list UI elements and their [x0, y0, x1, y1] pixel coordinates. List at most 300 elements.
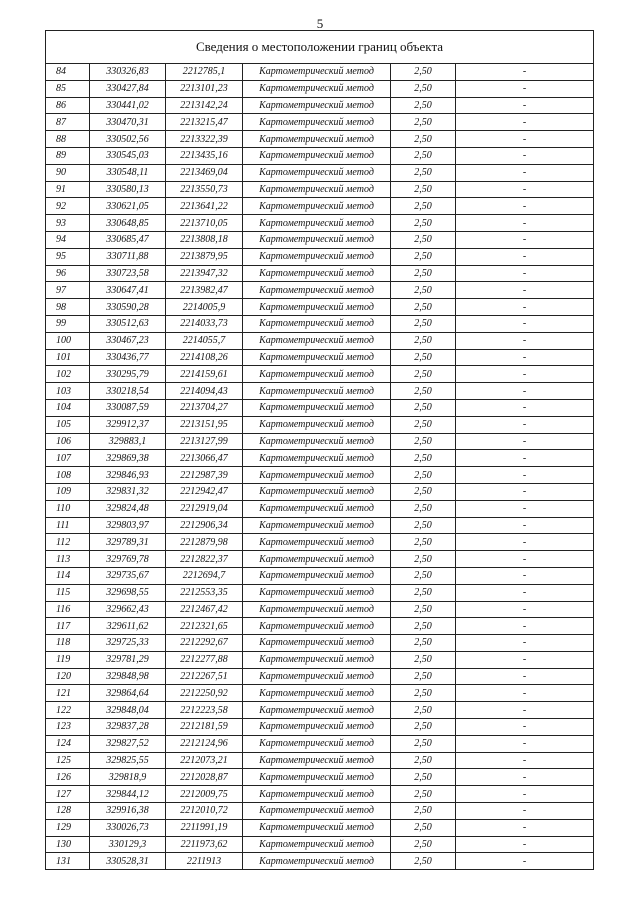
- precision-cell: 2,50: [391, 114, 456, 131]
- y-coordinate-cell: 2212267,51: [166, 668, 243, 685]
- point-number-cell: 122: [46, 702, 90, 719]
- note-cell: -: [456, 803, 594, 820]
- point-number-cell: 118: [46, 635, 90, 652]
- table-row: [46, 551, 594, 568]
- note-cell: -: [456, 299, 594, 316]
- note-cell: -: [456, 332, 594, 349]
- point-number-cell: 91: [46, 181, 90, 198]
- precision-cell: 2,50: [391, 349, 456, 366]
- x-coordinate-cell: 329848,04: [90, 702, 166, 719]
- point-number-cell: 102: [46, 366, 90, 383]
- point-number-cell: 99: [46, 315, 90, 332]
- point-number-cell: 105: [46, 416, 90, 433]
- method-cell: Картометрический метод: [243, 618, 391, 635]
- table-row: [46, 752, 594, 769]
- x-coordinate-cell: 330590,28: [90, 299, 166, 316]
- point-number-cell: 115: [46, 584, 90, 601]
- note-cell: -: [456, 80, 594, 97]
- y-coordinate-cell: 2213710,05: [166, 215, 243, 232]
- table-row: [46, 315, 594, 332]
- method-cell: Картометрический метод: [243, 366, 391, 383]
- method-cell: Картометрический метод: [243, 164, 391, 181]
- note-cell: -: [456, 668, 594, 685]
- method-cell: Картометрический метод: [243, 786, 391, 803]
- y-coordinate-cell: 2212879,98: [166, 534, 243, 551]
- y-coordinate-cell: 2213101,23: [166, 80, 243, 97]
- method-cell: Картометрический метод: [243, 567, 391, 584]
- x-coordinate-cell: 330441,02: [90, 97, 166, 114]
- point-number-cell: 109: [46, 483, 90, 500]
- precision-cell: 2,50: [391, 567, 456, 584]
- note-cell: -: [456, 181, 594, 198]
- y-coordinate-cell: 2212987,39: [166, 467, 243, 484]
- x-coordinate-cell: 329611,62: [90, 618, 166, 635]
- y-coordinate-cell: 2213808,18: [166, 231, 243, 248]
- x-coordinate-cell: 329803,97: [90, 517, 166, 534]
- x-coordinate-cell: 330436,77: [90, 349, 166, 366]
- note-cell: -: [456, 265, 594, 282]
- x-coordinate-cell: 330528,31: [90, 853, 166, 870]
- method-cell: Картометрический метод: [243, 215, 391, 232]
- point-number-cell: 130: [46, 836, 90, 853]
- method-cell: Картометрический метод: [243, 315, 391, 332]
- x-coordinate-cell: 329698,55: [90, 584, 166, 601]
- note-cell: -: [456, 584, 594, 601]
- note-cell: -: [456, 433, 594, 450]
- note-cell: -: [456, 635, 594, 652]
- x-coordinate-cell: 329831,32: [90, 483, 166, 500]
- note-cell: -: [456, 198, 594, 215]
- table-row: [46, 147, 594, 164]
- point-number-cell: 90: [46, 164, 90, 181]
- point-number-cell: 89: [46, 147, 90, 164]
- y-coordinate-cell: 2212321,65: [166, 618, 243, 635]
- x-coordinate-cell: 330326,83: [90, 64, 166, 81]
- x-coordinate-cell: 330621,05: [90, 198, 166, 215]
- note-cell: -: [456, 500, 594, 517]
- y-coordinate-cell: 2214005,9: [166, 299, 243, 316]
- table-row: [46, 819, 594, 836]
- method-cell: Картометрический метод: [243, 181, 391, 198]
- table-row: [46, 164, 594, 181]
- precision-cell: 2,50: [391, 265, 456, 282]
- point-number-cell: 93: [46, 215, 90, 232]
- note-cell: -: [456, 383, 594, 400]
- method-cell: Картометрический метод: [243, 282, 391, 299]
- table-row: [46, 349, 594, 366]
- method-cell: Картометрический метод: [243, 651, 391, 668]
- precision-cell: 2,50: [391, 231, 456, 248]
- y-coordinate-cell: 2212009,75: [166, 786, 243, 803]
- table-row: [46, 601, 594, 618]
- table-row: [46, 64, 594, 81]
- table-row: [46, 836, 594, 853]
- table-row: [46, 282, 594, 299]
- note-cell: -: [456, 114, 594, 131]
- x-coordinate-cell: 329827,52: [90, 735, 166, 752]
- y-coordinate-cell: 2213215,47: [166, 114, 243, 131]
- y-coordinate-cell: 2212073,21: [166, 752, 243, 769]
- y-coordinate-cell: 2212942,47: [166, 483, 243, 500]
- note-cell: -: [456, 853, 594, 870]
- precision-cell: 2,50: [391, 450, 456, 467]
- precision-cell: 2,50: [391, 299, 456, 316]
- point-number-cell: 108: [46, 467, 90, 484]
- method-cell: Картометрический метод: [243, 349, 391, 366]
- x-coordinate-cell: 329844,12: [90, 786, 166, 803]
- method-cell: Картометрический метод: [243, 584, 391, 601]
- method-cell: Картометрический метод: [243, 534, 391, 551]
- note-cell: -: [456, 164, 594, 181]
- note-cell: -: [456, 467, 594, 484]
- method-cell: Картометрический метод: [243, 551, 391, 568]
- section-title: Сведения о местоположении границ объекта: [45, 30, 594, 63]
- x-coordinate-cell: 330685,47: [90, 231, 166, 248]
- y-coordinate-cell: 2214094,43: [166, 383, 243, 400]
- point-number-cell: 113: [46, 551, 90, 568]
- table-row: [46, 685, 594, 702]
- point-number-cell: 84: [46, 64, 90, 81]
- note-cell: -: [456, 483, 594, 500]
- x-coordinate-cell: 330467,23: [90, 332, 166, 349]
- precision-cell: 2,50: [391, 769, 456, 786]
- note-cell: -: [456, 651, 594, 668]
- table-row: [46, 181, 594, 198]
- table-row: [46, 416, 594, 433]
- table-row: [46, 803, 594, 820]
- x-coordinate-cell: 330512,63: [90, 315, 166, 332]
- table-row: [46, 299, 594, 316]
- table-row: [46, 383, 594, 400]
- x-coordinate-cell: 329883,1: [90, 433, 166, 450]
- point-number-cell: 87: [46, 114, 90, 131]
- point-number-cell: 119: [46, 651, 90, 668]
- x-coordinate-cell: 330648,85: [90, 215, 166, 232]
- x-coordinate-cell: 330218,54: [90, 383, 166, 400]
- y-coordinate-cell: 2211991,19: [166, 819, 243, 836]
- precision-cell: 2,50: [391, 819, 456, 836]
- point-number-cell: 129: [46, 819, 90, 836]
- note-cell: -: [456, 752, 594, 769]
- point-number-cell: 131: [46, 853, 90, 870]
- y-coordinate-cell: 2212919,04: [166, 500, 243, 517]
- x-coordinate-cell: 329869,38: [90, 450, 166, 467]
- y-coordinate-cell: 2213435,16: [166, 147, 243, 164]
- method-cell: Картометрический метод: [243, 853, 391, 870]
- x-coordinate-cell: 329837,28: [90, 719, 166, 736]
- method-cell: Картометрический метод: [243, 702, 391, 719]
- method-cell: Картометрический метод: [243, 450, 391, 467]
- table-row: [46, 215, 594, 232]
- x-coordinate-cell: 330087,59: [90, 399, 166, 416]
- y-coordinate-cell: 2213469,04: [166, 164, 243, 181]
- table-row: [46, 450, 594, 467]
- point-number-cell: 86: [46, 97, 90, 114]
- x-coordinate-cell: 330026,73: [90, 819, 166, 836]
- table-row: [46, 332, 594, 349]
- note-cell: -: [456, 315, 594, 332]
- y-coordinate-cell: 2212277,88: [166, 651, 243, 668]
- note-cell: -: [456, 231, 594, 248]
- method-cell: Картометрический метод: [243, 80, 391, 97]
- precision-cell: 2,50: [391, 668, 456, 685]
- point-number-cell: 100: [46, 332, 90, 349]
- table-row: [46, 399, 594, 416]
- point-number-cell: 101: [46, 349, 90, 366]
- x-coordinate-cell: 330548,11: [90, 164, 166, 181]
- method-cell: Картометрический метод: [243, 517, 391, 534]
- note-cell: -: [456, 601, 594, 618]
- x-coordinate-cell: 329735,67: [90, 567, 166, 584]
- method-cell: Картометрический метод: [243, 64, 391, 81]
- method-cell: Картометрический метод: [243, 719, 391, 736]
- precision-cell: 2,50: [391, 618, 456, 635]
- y-coordinate-cell: 2213982,47: [166, 282, 243, 299]
- point-number-cell: 103: [46, 383, 90, 400]
- x-coordinate-cell: 329818,9: [90, 769, 166, 786]
- precision-cell: 2,50: [391, 399, 456, 416]
- precision-cell: 2,50: [391, 651, 456, 668]
- point-number-cell: 98: [46, 299, 90, 316]
- note-cell: -: [456, 534, 594, 551]
- table-row: [46, 735, 594, 752]
- y-coordinate-cell: 2212028,87: [166, 769, 243, 786]
- table-row: [46, 534, 594, 551]
- note-cell: -: [456, 416, 594, 433]
- precision-cell: 2,50: [391, 483, 456, 500]
- boundary-table-sheet: [45, 30, 594, 870]
- method-cell: Картометрический метод: [243, 685, 391, 702]
- x-coordinate-cell: 329825,55: [90, 752, 166, 769]
- table-row: [46, 198, 594, 215]
- y-coordinate-cell: 2212181,59: [166, 719, 243, 736]
- note-cell: -: [456, 685, 594, 702]
- y-coordinate-cell: 2212906,34: [166, 517, 243, 534]
- point-number-cell: 114: [46, 567, 90, 584]
- x-coordinate-cell: 330545,03: [90, 147, 166, 164]
- y-coordinate-cell: 2214033,73: [166, 315, 243, 332]
- y-coordinate-cell: 2213947,32: [166, 265, 243, 282]
- note-cell: -: [456, 836, 594, 853]
- y-coordinate-cell: 2212010,72: [166, 803, 243, 820]
- method-cell: Картометрический метод: [243, 668, 391, 685]
- note-cell: -: [456, 399, 594, 416]
- x-coordinate-cell: 330295,79: [90, 366, 166, 383]
- precision-cell: 2,50: [391, 80, 456, 97]
- precision-cell: 2,50: [391, 147, 456, 164]
- method-cell: Картометрический метод: [243, 332, 391, 349]
- note-cell: -: [456, 769, 594, 786]
- point-number-cell: 96: [46, 265, 90, 282]
- y-coordinate-cell: 2214108,26: [166, 349, 243, 366]
- precision-cell: 2,50: [391, 282, 456, 299]
- point-number-cell: 88: [46, 131, 90, 148]
- table-row: [46, 769, 594, 786]
- method-cell: Картометрический метод: [243, 416, 391, 433]
- method-cell: Картометрический метод: [243, 299, 391, 316]
- table-row: [46, 80, 594, 97]
- y-coordinate-cell: 2213151,95: [166, 416, 243, 433]
- point-number-cell: 128: [46, 803, 90, 820]
- y-coordinate-cell: 2212467,42: [166, 601, 243, 618]
- note-cell: -: [456, 719, 594, 736]
- y-coordinate-cell: 2213142,24: [166, 97, 243, 114]
- precision-cell: 2,50: [391, 131, 456, 148]
- table-row: [46, 651, 594, 668]
- precision-cell: 2,50: [391, 332, 456, 349]
- x-coordinate-cell: 329848,98: [90, 668, 166, 685]
- precision-cell: 2,50: [391, 786, 456, 803]
- table-row: [46, 719, 594, 736]
- precision-cell: 2,50: [391, 584, 456, 601]
- precision-cell: 2,50: [391, 215, 456, 232]
- precision-cell: 2,50: [391, 719, 456, 736]
- precision-cell: 2,50: [391, 836, 456, 853]
- method-cell: Картометрический метод: [243, 97, 391, 114]
- y-coordinate-cell: 2214055,7: [166, 332, 243, 349]
- note-cell: -: [456, 618, 594, 635]
- x-coordinate-cell: 330427,84: [90, 80, 166, 97]
- x-coordinate-cell: 330580,13: [90, 181, 166, 198]
- x-coordinate-cell: 329864,64: [90, 685, 166, 702]
- precision-cell: 2,50: [391, 534, 456, 551]
- method-cell: Картометрический метод: [243, 500, 391, 517]
- x-coordinate-cell: 330502,56: [90, 131, 166, 148]
- precision-cell: 2,50: [391, 198, 456, 215]
- note-cell: -: [456, 215, 594, 232]
- y-coordinate-cell: 2213641,22: [166, 198, 243, 215]
- y-coordinate-cell: 2214159,61: [166, 366, 243, 383]
- table-row: [46, 584, 594, 601]
- x-coordinate-cell: 329725,33: [90, 635, 166, 652]
- method-cell: Картометрический метод: [243, 248, 391, 265]
- x-coordinate-cell: 329662,43: [90, 601, 166, 618]
- table-row: [46, 483, 594, 500]
- point-number-cell: 97: [46, 282, 90, 299]
- y-coordinate-cell: 2212223,58: [166, 702, 243, 719]
- method-cell: Картометрический метод: [243, 635, 391, 652]
- y-coordinate-cell: 2212553,35: [166, 584, 243, 601]
- table-body: [46, 64, 594, 870]
- table-row: [46, 114, 594, 131]
- x-coordinate-cell: 330129,3: [90, 836, 166, 853]
- precision-cell: 2,50: [391, 853, 456, 870]
- precision-cell: 2,50: [391, 164, 456, 181]
- note-cell: -: [456, 567, 594, 584]
- note-cell: -: [456, 551, 594, 568]
- method-cell: Картометрический метод: [243, 265, 391, 282]
- x-coordinate-cell: 329789,31: [90, 534, 166, 551]
- method-cell: Картометрический метод: [243, 231, 391, 248]
- point-number-cell: 110: [46, 500, 90, 517]
- table-row: [46, 635, 594, 652]
- note-cell: -: [456, 282, 594, 299]
- table-row: [46, 433, 594, 450]
- point-number-cell: 121: [46, 685, 90, 702]
- point-number-cell: 117: [46, 618, 90, 635]
- method-cell: Картометрический метод: [243, 399, 391, 416]
- precision-cell: 2,50: [391, 383, 456, 400]
- y-coordinate-cell: 2212292,67: [166, 635, 243, 652]
- point-number-cell: 92: [46, 198, 90, 215]
- method-cell: Картометрический метод: [243, 147, 391, 164]
- note-cell: -: [456, 517, 594, 534]
- note-cell: -: [456, 248, 594, 265]
- point-number-cell: 120: [46, 668, 90, 685]
- note-cell: -: [456, 131, 594, 148]
- method-cell: Картометрический метод: [243, 769, 391, 786]
- method-cell: Картометрический метод: [243, 131, 391, 148]
- note-cell: -: [456, 702, 594, 719]
- point-number-cell: 127: [46, 786, 90, 803]
- method-cell: Картометрический метод: [243, 467, 391, 484]
- x-coordinate-cell: 330723,58: [90, 265, 166, 282]
- table-row: [46, 567, 594, 584]
- table-row: [46, 366, 594, 383]
- table-row: [46, 131, 594, 148]
- table-row: [46, 467, 594, 484]
- precision-cell: 2,50: [391, 685, 456, 702]
- x-coordinate-cell: 329846,93: [90, 467, 166, 484]
- point-number-cell: 126: [46, 769, 90, 786]
- note-cell: -: [456, 366, 594, 383]
- note-cell: -: [456, 450, 594, 467]
- precision-cell: 2,50: [391, 64, 456, 81]
- x-coordinate-cell: 329824,48: [90, 500, 166, 517]
- point-number-cell: 85: [46, 80, 90, 97]
- note-cell: -: [456, 147, 594, 164]
- point-number-cell: 111: [46, 517, 90, 534]
- y-coordinate-cell: 2213066,47: [166, 450, 243, 467]
- y-coordinate-cell: 2212785,1: [166, 64, 243, 81]
- precision-cell: 2,50: [391, 366, 456, 383]
- method-cell: Картометрический метод: [243, 752, 391, 769]
- y-coordinate-cell: 2212694,7: [166, 567, 243, 584]
- y-coordinate-cell: 2212250,92: [166, 685, 243, 702]
- method-cell: Картометрический метод: [243, 433, 391, 450]
- precision-cell: 2,50: [391, 735, 456, 752]
- page-number: 5: [316, 16, 324, 31]
- x-coordinate-cell: 330711,88: [90, 248, 166, 265]
- x-coordinate-cell: 329781,29: [90, 651, 166, 668]
- precision-cell: 2,50: [391, 248, 456, 265]
- y-coordinate-cell: 2212822,37: [166, 551, 243, 568]
- method-cell: Картометрический метод: [243, 383, 391, 400]
- point-number-cell: 107: [46, 450, 90, 467]
- y-coordinate-cell: 2211973,62: [166, 836, 243, 853]
- table-row: [46, 517, 594, 534]
- table-row: [46, 265, 594, 282]
- note-cell: -: [456, 735, 594, 752]
- table-row: [46, 500, 594, 517]
- x-coordinate-cell: 329916,38: [90, 803, 166, 820]
- precision-cell: 2,50: [391, 601, 456, 618]
- precision-cell: 2,50: [391, 500, 456, 517]
- boundary-points-table: [45, 63, 594, 870]
- precision-cell: 2,50: [391, 416, 456, 433]
- y-coordinate-cell: 2213704,27: [166, 399, 243, 416]
- note-cell: -: [456, 64, 594, 81]
- x-coordinate-cell: 329769,78: [90, 551, 166, 568]
- method-cell: Картометрический метод: [243, 114, 391, 131]
- precision-cell: 2,50: [391, 635, 456, 652]
- table-row: [46, 618, 594, 635]
- note-cell: -: [456, 349, 594, 366]
- x-coordinate-cell: 330647,41: [90, 282, 166, 299]
- method-cell: Картометрический метод: [243, 601, 391, 618]
- y-coordinate-cell: 2213550,73: [166, 181, 243, 198]
- method-cell: Картометрический метод: [243, 198, 391, 215]
